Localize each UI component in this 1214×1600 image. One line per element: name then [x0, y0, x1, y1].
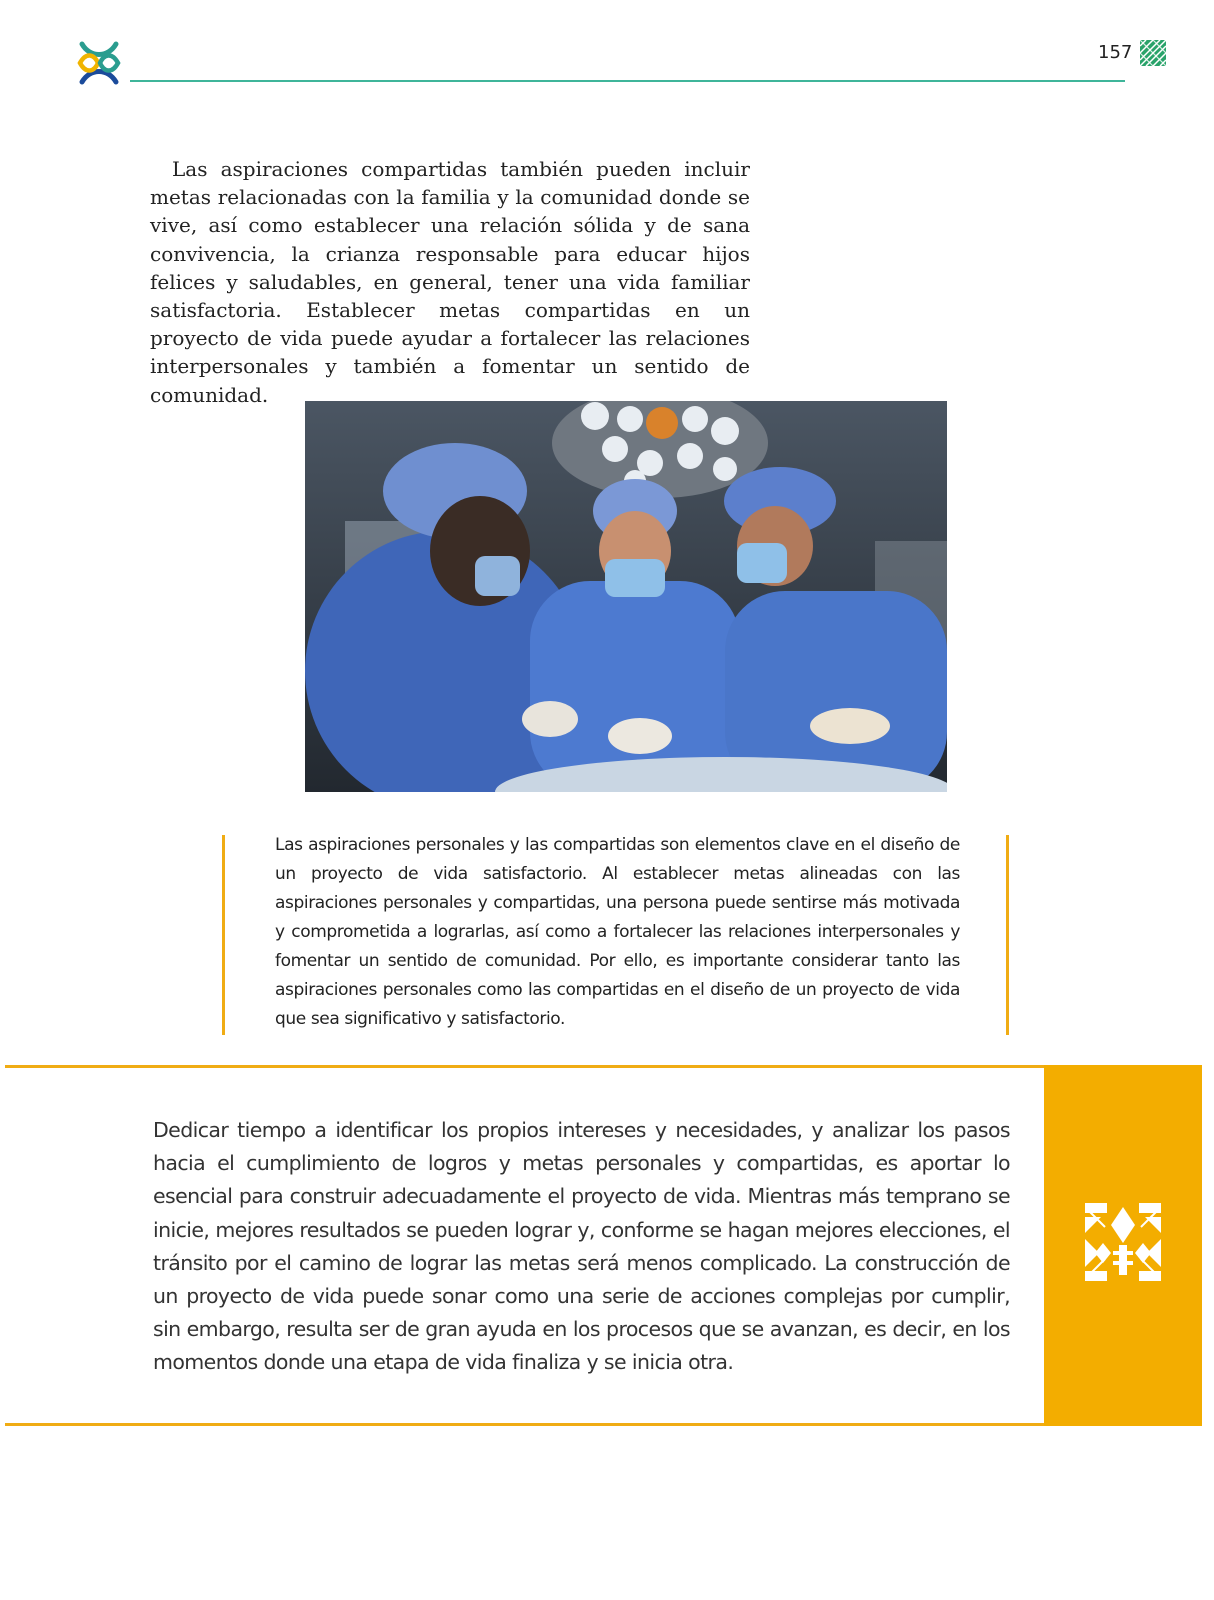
header-rule — [130, 80, 1125, 82]
highlight-box — [222, 835, 1009, 1035]
left-accent-rule — [222, 835, 225, 1035]
closing-paragraph: Dedicar tiempo a identificar los propios intereses y necesidades, y analizar los pasos hacia el cumplimiento de logros y metas personales y compartidas, es aportar lo esencial para construir adecuadamente el proyecto de vida. Mientras más temprano se inicie, mejores resultados se pueden lograr y, conforme se hagan mejores elecciones, el tránsito por el camino de lograr las metas será menos complicado. La construcción de un proyecto de vida puede sonar como una serie de acciones complejas por cumplir, sin embargo, resulta ser de gran ayuda en los procesos que se avanzan, es decir, en los momentos donde una etapa de vida finaliza y se inicia otra. — [153, 1118, 1010, 1375]
white-pattern-emblem-icon — [1085, 1203, 1161, 1281]
band-bottom-rule — [5, 1423, 1045, 1426]
page-number: 157 — [1098, 42, 1133, 63]
green-pattern-icon — [1140, 40, 1166, 66]
right-accent-rule — [1006, 835, 1009, 1035]
intro-paragraph: Las aspiraciones compartidas también pueden incluir metas relacionadas con la familia y la comunidad donde se vive, así como establecer una relación sólida y de sana convivencia, la crianza responsable para educar hijos felices y saludables, en general, tener una vida familiar satisfactoria. Establecer metas compartidas en un proyecto de vida puede ayudar a fortalecer las relaciones interpersonales y también a fomentar un sentido de comunidad. — [150, 157, 750, 407]
band-top-rule — [5, 1065, 1045, 1068]
knot-logo-icon — [76, 40, 122, 86]
highlight-text: Las aspiraciones personales y las compartidas son elementos clave en el diseño de un proyecto de vida satisfactorio. Al establecer metas alineadas con las aspiraciones personales y compartidas, una persona puede sentirse más motivada y comprometida a lograrlas, así como a fortalecer las relaciones interpersonales y fomentar un sentido de comunidad. Por ello, es importante considerar tanto las aspiraciones personales como las compartidas en el diseño de un proyecto de vida que sea significativo y satisfactorio. — [275, 835, 960, 1029]
surgery-photo — [305, 401, 947, 792]
